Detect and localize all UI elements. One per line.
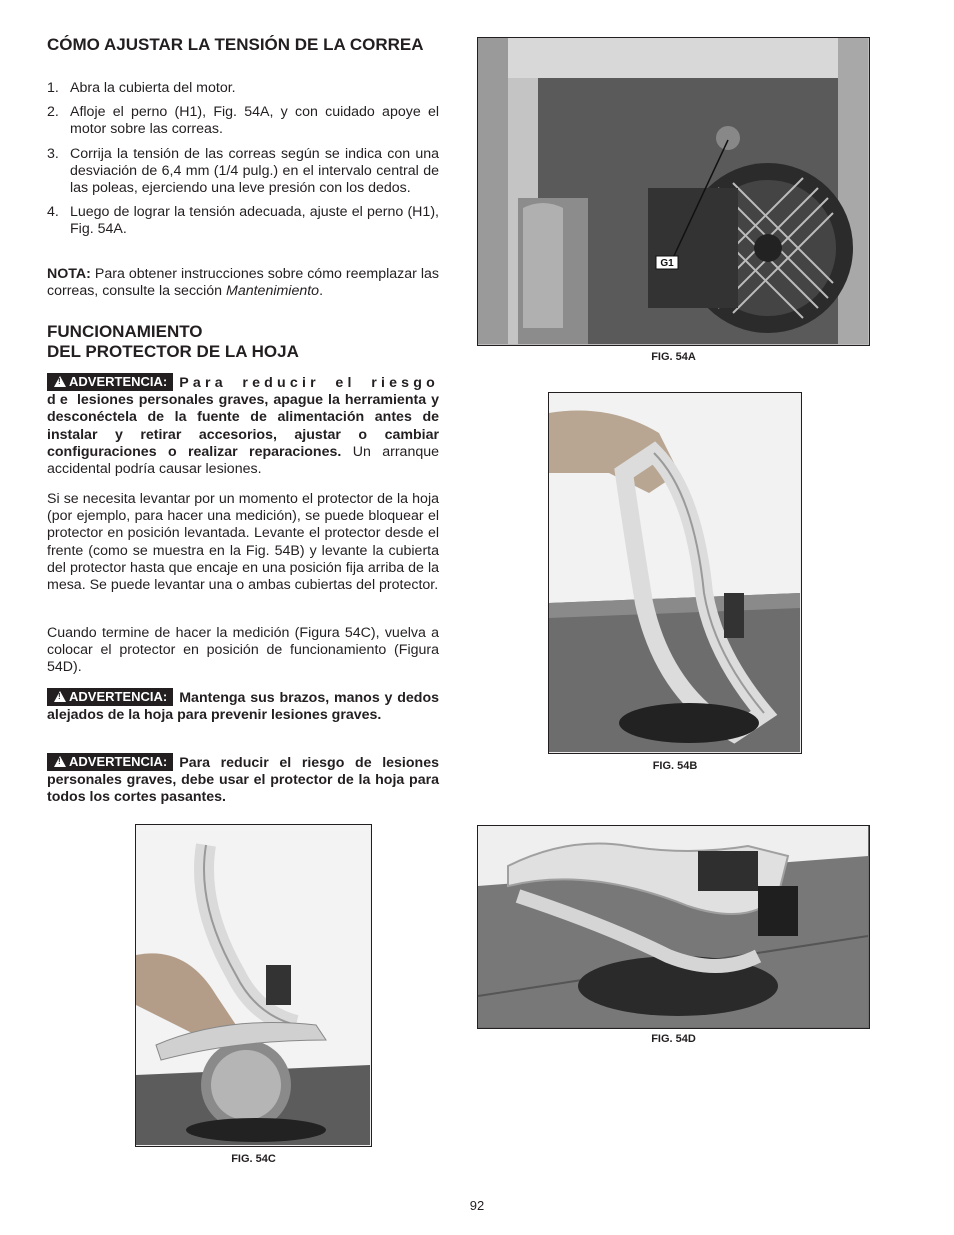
list-item: 1. Abra la cubierta del motor. [47, 80, 236, 96]
warning-triangle-icon [54, 376, 66, 387]
figure-54a-caption: FIG. 54A [651, 351, 696, 363]
guard-paragraph-1: Si se necesita levantar por un momento el protector de la hoja (por ejemplo, para hacer una medición), se puede bloquear el protector en posición levantada. Levante el protector desde el frente (como se muestra en la Fig. 54B) y levante la cubierta del protector hasta que encaje en una posición fija arriba de la mesa. Se puede levantar una o ambas cubiertas del protector. [47, 491, 439, 594]
figure-54b-lift-guard-photo [548, 392, 802, 754]
list-item: 4. Luego de lograr la tensión adecuada, ajuste el perno (H1), Fig. 54A. [47, 204, 439, 238]
callout-g1-label: G1 [660, 258, 674, 269]
note-paragraph: NOTA: Para obtener instrucciones sobre cómo reemplazar las correas, consulte la sección Mantenimiento. [47, 266, 439, 300]
list-item: 3. Corrija la tensión de las correas según se indica con una desviación de 6,4 mm (1/4 pulg.) en el intervalo central de las poleas, ejerciendo una leve presión con los dedos. [47, 145, 439, 197]
figure-54c-caption: FIG. 54C [231, 1153, 276, 1165]
list-item: 2. Afloje el perno (H1), Fig. 54A, y con cuidado apoye el motor sobre las correas. [47, 104, 439, 138]
warning-badge: !ADVERTENCIA: [47, 373, 173, 391]
figure-54c-guard-photo [135, 824, 372, 1147]
section-title-belt-tension: CÓMO AJUSTAR LA TENSIÓN DE LA CORREA [47, 35, 424, 54]
warning-3: !ADVERTENCIA: Para reducir el riesgo de lesiones personales graves, debe usar el protector de la hoja para todos los cortes pasantes. [47, 753, 439, 807]
figure-54d-guard-photo [477, 825, 870, 1029]
section-title-guard: FUNCIONAMIENTO DEL PROTECTOR DE LA HOJA [47, 322, 299, 361]
warning-2: !ADVERTENCIA: Mantenga sus brazos, manos y dedos alejados de la hoja para prevenir lesiones graves. [47, 688, 439, 724]
figure-54a-motor-photo [477, 37, 870, 346]
warning-1: !ADVERTENCIA: Para reducir el riesgo de lesiones personales graves, apague la herramienta y desconéctela de la fuente de alimentación antes de instalar y retirar accesorios, ajustar o cambiar configuraciones o realizar reparaciones. Un arranque accidental podría causar lesiones. [47, 373, 439, 478]
warning-badge: !ADVERTENCIA: [47, 688, 173, 706]
warning-triangle-icon [54, 691, 66, 702]
guard-paragraph-2: Cuando termine de hacer la medición (Figura 54C), vuelva a colocar el protector en posición de funcionamiento (Figura 54D). [47, 625, 439, 676]
warning-badge: !ADVERTENCIA: [47, 753, 173, 771]
belt-steps-list [47, 80, 439, 246]
warning-triangle-icon [54, 756, 66, 767]
page-number: 92 [469, 1198, 485, 1213]
figure-54b-caption: FIG. 54B [652, 760, 698, 772]
figure-54d-caption: FIG. 54D [651, 1033, 696, 1045]
